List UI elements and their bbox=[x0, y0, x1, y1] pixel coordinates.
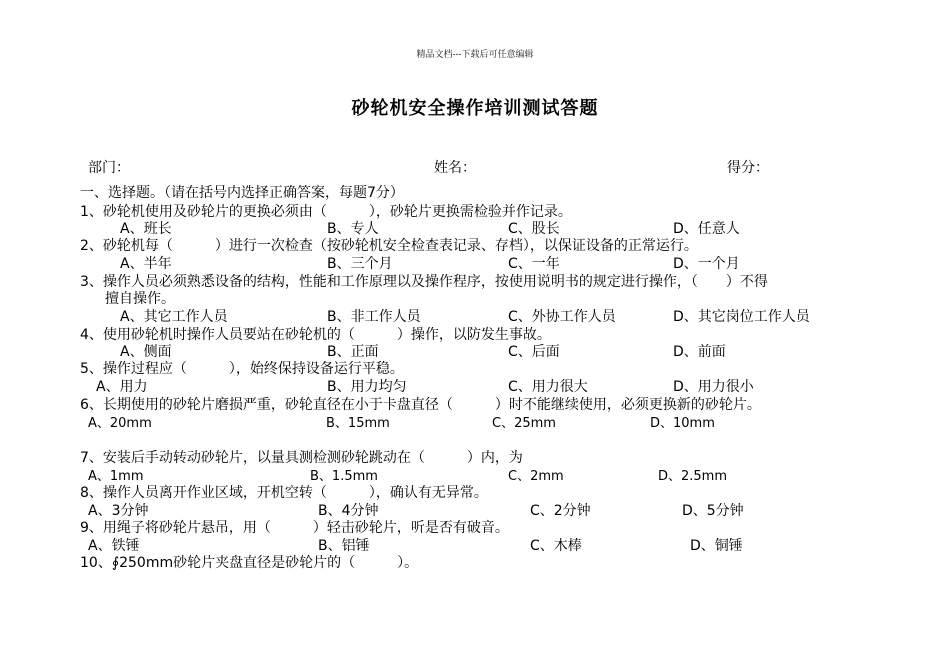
q5-option-b: B、用力均匀 bbox=[327, 379, 407, 395]
question-5: 5、操作过程应（ ），始终保持设备运行平稳。 bbox=[80, 361, 404, 377]
question-8: 8、操作人员离开作业区域，开机空转（ ），确认有无异常。 bbox=[80, 485, 488, 501]
dept-field-label: 部门： bbox=[88, 160, 130, 176]
q1-option-c: C、股长 bbox=[508, 221, 560, 237]
q4-option-a: A、侧面 bbox=[120, 344, 172, 360]
question-10: 10、∮250mm砂轮片夹盘直径是砂轮片的（ ）。 bbox=[80, 555, 419, 571]
q9-option-c: C、木棒 bbox=[530, 538, 582, 554]
document-title: 砂轮机安全操作培训测试答题 bbox=[351, 98, 599, 119]
q6-option-b: B、15mm bbox=[326, 416, 390, 431]
q3-option-b: B、非工作人员 bbox=[327, 309, 421, 325]
q8-option-b: B、4分钟 bbox=[318, 503, 379, 519]
q6-option-d: D、10mm bbox=[650, 416, 715, 431]
q2-option-b: B、三个月 bbox=[327, 256, 393, 272]
question-6: 6、长期使用的砂轮片磨损严重，砂轮直径在小于卡盘直径（ ）时不能继续使用，必须更换新的砂轮片。 bbox=[80, 397, 761, 413]
q5-option-d: D、用力很小 bbox=[673, 379, 754, 395]
q7-option-a: A、1mm bbox=[88, 469, 144, 484]
q4-option-b: B、正面 bbox=[327, 344, 379, 360]
q8-option-d: D、5分钟 bbox=[682, 503, 744, 519]
q1-option-a: A、班长 bbox=[120, 221, 172, 237]
score-field-label: 得分： bbox=[727, 160, 769, 176]
question-3: 3、操作人员必须熟悉设备的结构，性能和工作原理以及操作程序，按使用说明书的规定进行操作，（ ）不得 bbox=[80, 274, 768, 290]
question-7: 7、安装后手动转动砂轮片，以量具测检测砂轮跳动在（ ）内，为 bbox=[80, 450, 523, 466]
q4-option-c: C、后面 bbox=[508, 344, 560, 360]
q9-option-d: D、铜锤 bbox=[690, 538, 743, 554]
question-3-continued: 擅自操作。 bbox=[105, 291, 175, 307]
question-2: 2、砂轮机每（ ）进行一次检查（按砂轮机安全检查表记录、存档），以保证设备的正常运行。 bbox=[80, 238, 698, 254]
q7-option-b: B、1.5mm bbox=[310, 469, 378, 484]
question-4: 4、使用砂轮机时操作人员要站在砂轮机的（ ）操作，以防发生事故。 bbox=[80, 327, 551, 343]
q7-option-d: D、2.5mm bbox=[658, 469, 728, 484]
q6-option-c: C、25mm bbox=[492, 416, 556, 431]
q3-option-c: C、外协工作人员 bbox=[508, 309, 616, 325]
page-header: 精品文档---下载后可任意编辑 bbox=[416, 50, 534, 60]
q2-option-c: C、一年 bbox=[508, 256, 560, 272]
q8-option-a: A、3分钟 bbox=[88, 503, 149, 519]
q2-option-d: D、一个月 bbox=[673, 256, 740, 272]
section-heading: 一、选择题。（请在括号内选择正确答案，每题7分） bbox=[80, 185, 404, 201]
q9-option-b: B、铝锤 bbox=[318, 538, 370, 554]
q2-option-a: A、半年 bbox=[120, 256, 172, 272]
q3-option-a: A、其它工作人员 bbox=[120, 309, 228, 325]
name-field-label: 姓名： bbox=[434, 160, 476, 176]
q6-option-a: A、20mm bbox=[88, 416, 152, 431]
q1-option-d: D、任意人 bbox=[673, 221, 740, 237]
q5-option-a: A、用力 bbox=[96, 379, 148, 395]
q3-option-d: D、其它岗位工作人员 bbox=[673, 309, 810, 325]
q1-option-b: B、专人 bbox=[327, 221, 379, 237]
q8-option-c: C、2分钟 bbox=[530, 503, 591, 519]
q5-option-c: C、用力很大 bbox=[508, 379, 588, 395]
q7-option-c: C、2mm bbox=[508, 469, 564, 484]
question-1: 1、砂轮机使用及砂轮片的更换必须由（ ），砂轮片更换需检验并作记录。 bbox=[80, 204, 572, 220]
question-9: 9、用绳子将砂轮片悬吊，用（ ）轻击砂轮片，听是否有破音。 bbox=[80, 520, 509, 536]
q9-option-a: A、铁锤 bbox=[88, 538, 140, 554]
q4-option-d: D、前面 bbox=[673, 344, 726, 360]
